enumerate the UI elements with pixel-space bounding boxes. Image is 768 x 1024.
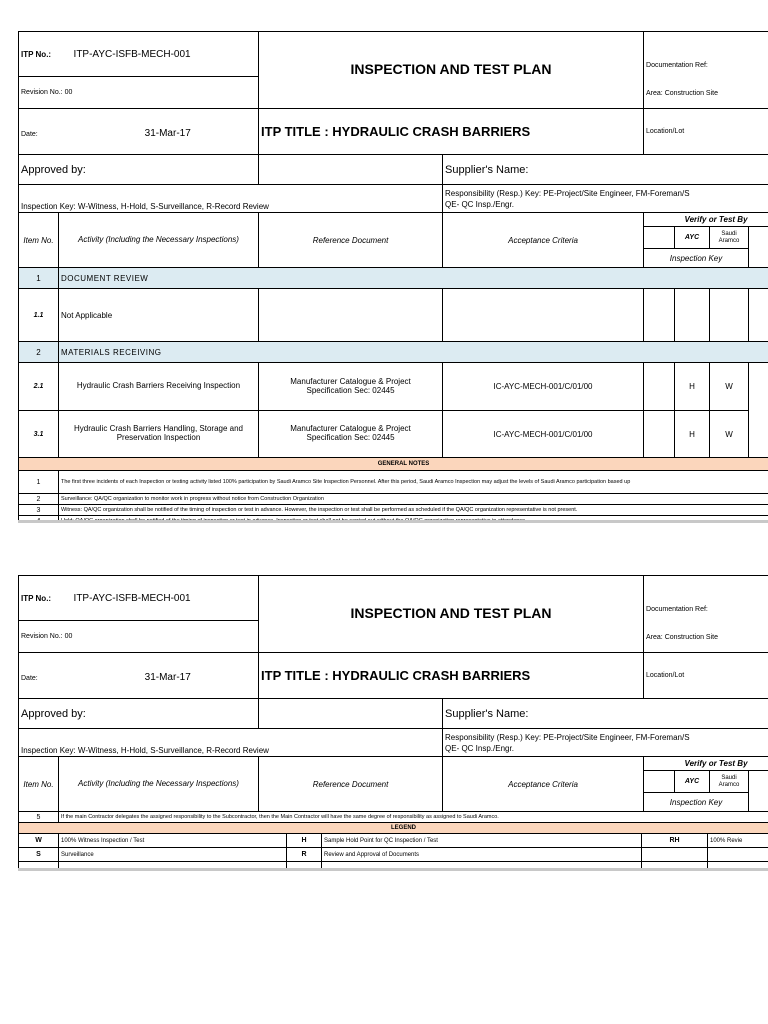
item-acceptance: IC-AYC-MECH-001/C/01/00 (443, 411, 644, 458)
col-inspection-key: Inspection Key (644, 249, 749, 268)
inspection-key-legend: Inspection Key: W-Witness, H-Hold, S-Surveillance, R-Record Review (19, 185, 443, 213)
doc-ref-cell: Documentation Ref: Area: Construction Site (644, 576, 768, 653)
col-ayc: AYC (675, 771, 710, 793)
col-verify-test-by: Verify or Test By (644, 213, 768, 227)
legend-desc: 100% Revie (708, 834, 768, 848)
supplier-name: Supplier's Name: (443, 155, 768, 185)
item-acceptance (443, 289, 644, 342)
item-no: 3.1 (19, 411, 59, 458)
col-saudi-aramco: Saudi Aramco (710, 227, 749, 249)
table-row (19, 411, 768, 458)
doc-ref-cell: Documentation Ref: Area: Construction Site (644, 32, 768, 109)
col-reference: Reference Document (259, 213, 443, 268)
location-cell: Location/Lot (644, 653, 768, 699)
section-row-1 (19, 268, 768, 289)
col-acceptance: Acceptance Criteria (443, 757, 644, 812)
col-ayc: AYC (675, 227, 710, 249)
col-activity: Activity (Including the Necessary Inspections) (59, 213, 259, 268)
legend-table (18, 811, 768, 871)
itp-no-cell: ITP No.: ITP-AYC-ISFB-MECH-001 (19, 32, 259, 77)
legend-row (19, 834, 768, 848)
note-number: 5 (19, 812, 59, 823)
general-notes-title: GENERAL NOTES (19, 458, 768, 471)
legend-key: S (19, 848, 59, 862)
col-resp-blank (644, 771, 675, 793)
legend-row (19, 848, 768, 862)
itp-no-cell: ITP No.: ITP-AYC-ISFB-MECH-001 (19, 576, 259, 621)
item-no: 2.1 (19, 363, 59, 411)
item-reference: Manufacturer Catalogue & Project Specification Sec: 02445 (259, 363, 443, 411)
item-ayc: H (675, 363, 710, 411)
itp-table-page-1 (18, 31, 768, 523)
col-resp-blank (644, 227, 675, 249)
section-number: 1 (19, 268, 59, 289)
col-acceptance: Acceptance Criteria (443, 213, 644, 268)
note-row (19, 505, 768, 516)
table-row (19, 289, 768, 342)
document-title: INSPECTION AND TEST PLAN (259, 32, 644, 109)
date-cell: Date: 31-Mar-17 (19, 109, 259, 155)
supplier-name: Supplier's Name: (443, 699, 768, 729)
col-inspection-key: Inspection Key (644, 793, 749, 812)
legend-desc: 100% Witness Inspection / Test (59, 834, 287, 848)
item-ayc (675, 289, 710, 342)
legend-key: W (19, 834, 59, 848)
itp-sheet-page-1 (18, 31, 768, 523)
approved-by-value (259, 155, 443, 185)
legend-key: H (287, 834, 322, 848)
legend-key: R (287, 848, 322, 862)
item-activity: Hydraulic Crash Barriers Receiving Inspection (59, 363, 259, 411)
itp-table-page-2 (18, 575, 768, 812)
note-text: If the main Contractor delegates the assigned responsibility to the Subcontractor, then the Main Contractor will have the same degree of responsibility as assigned to Saudi Aramco. (59, 812, 768, 823)
item-aramco: W (710, 411, 749, 458)
approved-by-value (259, 699, 443, 729)
inspection-key-legend: Inspection Key: W-Witness, H-Hold, S-Surveillance, R-Record Review (19, 729, 443, 757)
note-number: 2 (19, 494, 59, 505)
revision-cell: Revision No.: 00 (19, 621, 259, 653)
legend-key (642, 848, 708, 862)
item-aramco (710, 289, 749, 342)
legend-desc: Sample Hold Point for QC Inspection / Test (322, 834, 642, 848)
item-reference (259, 289, 443, 342)
note-number: 1 (19, 471, 59, 494)
note-number: 3 (19, 505, 59, 516)
legend-desc (708, 848, 768, 862)
item-ayc: H (675, 411, 710, 458)
legend-key: RH (642, 834, 708, 848)
section-number: 2 (19, 342, 59, 363)
note-text: The first three incidents of each Inspection or testing activity listed 100% participation by Saudi Aramco Site Inspection Personnel. After this period, Saudi Aramco Inspection may adjust the levels of Saudi Aramco participation based up (59, 471, 768, 494)
note-row (19, 494, 768, 505)
section-title: DOCUMENT REVIEW (59, 268, 768, 289)
document-title: INSPECTION AND TEST PLAN (259, 576, 644, 653)
col-activity: Activity (Including the Necessary Inspections) (59, 757, 259, 812)
col-reference: Reference Document (259, 757, 443, 812)
item-no: 1.1 (19, 289, 59, 342)
table-row (19, 363, 768, 411)
item-reference: Manufacturer Catalogue & Project Specification Sec: 02445 (259, 411, 443, 458)
section-title: MATERIALS RECEIVING (59, 342, 768, 363)
page-shadow (18, 520, 768, 523)
col-saudi-aramco: Saudi Aramco (710, 771, 749, 793)
itp-title: ITP TITLE : HYDRAULIC CRASH BARRIERS (259, 109, 644, 155)
note-row (19, 471, 768, 494)
col-item-no: Item No. (19, 213, 59, 268)
item-activity: Not Applicable (59, 289, 259, 342)
responsibility-key: Responsibility (Resp.) Key: PE-Project/Site Engineer, FM-Foreman/S QE- QC Insp./Engr. (443, 729, 768, 757)
itp-sheet-page-2 (18, 575, 768, 871)
location-cell: Location/Lot (644, 109, 768, 155)
responsibility-key: Responsibility (Resp.) Key: PE-Project/Site Engineer, FM-Foreman/S QE- QC Insp./Engr. (443, 185, 768, 213)
itp-title: ITP TITLE : HYDRAULIC CRASH BARRIERS (259, 653, 644, 699)
approved-by: Approved by: (19, 699, 259, 729)
section-row-2 (19, 342, 768, 363)
col-item-no: Item No. (19, 757, 59, 812)
date-cell: Date: 31-Mar-17 (19, 653, 259, 699)
note-text: Witness: QA/QC organization shall be notified of the timing of inspection or test in advance. However, the inspection or test shall be performed as scheduled if the QA/QC organization representative is not present. (59, 505, 768, 516)
item-aramco: W (710, 363, 749, 411)
legend-desc: Review and Approval of Documents (322, 848, 642, 862)
item-acceptance: IC-AYC-MECH-001/C/01/00 (443, 363, 644, 411)
page-shadow (18, 868, 768, 871)
revision-cell: Revision No.: 00 (19, 77, 259, 109)
approved-by: Approved by: (19, 155, 259, 185)
note-row (19, 812, 768, 823)
note-text: Surveillance: QA/QC organization to monitor work in progress without notice from Construction Organization (59, 494, 768, 505)
legend-desc: Surveillance (59, 848, 287, 862)
legend-title: LEGEND (19, 823, 768, 834)
item-activity: Hydraulic Crash Barriers Handling, Storage and Preservation Inspection (59, 411, 259, 458)
col-verify-test-by: Verify or Test By (644, 757, 768, 771)
